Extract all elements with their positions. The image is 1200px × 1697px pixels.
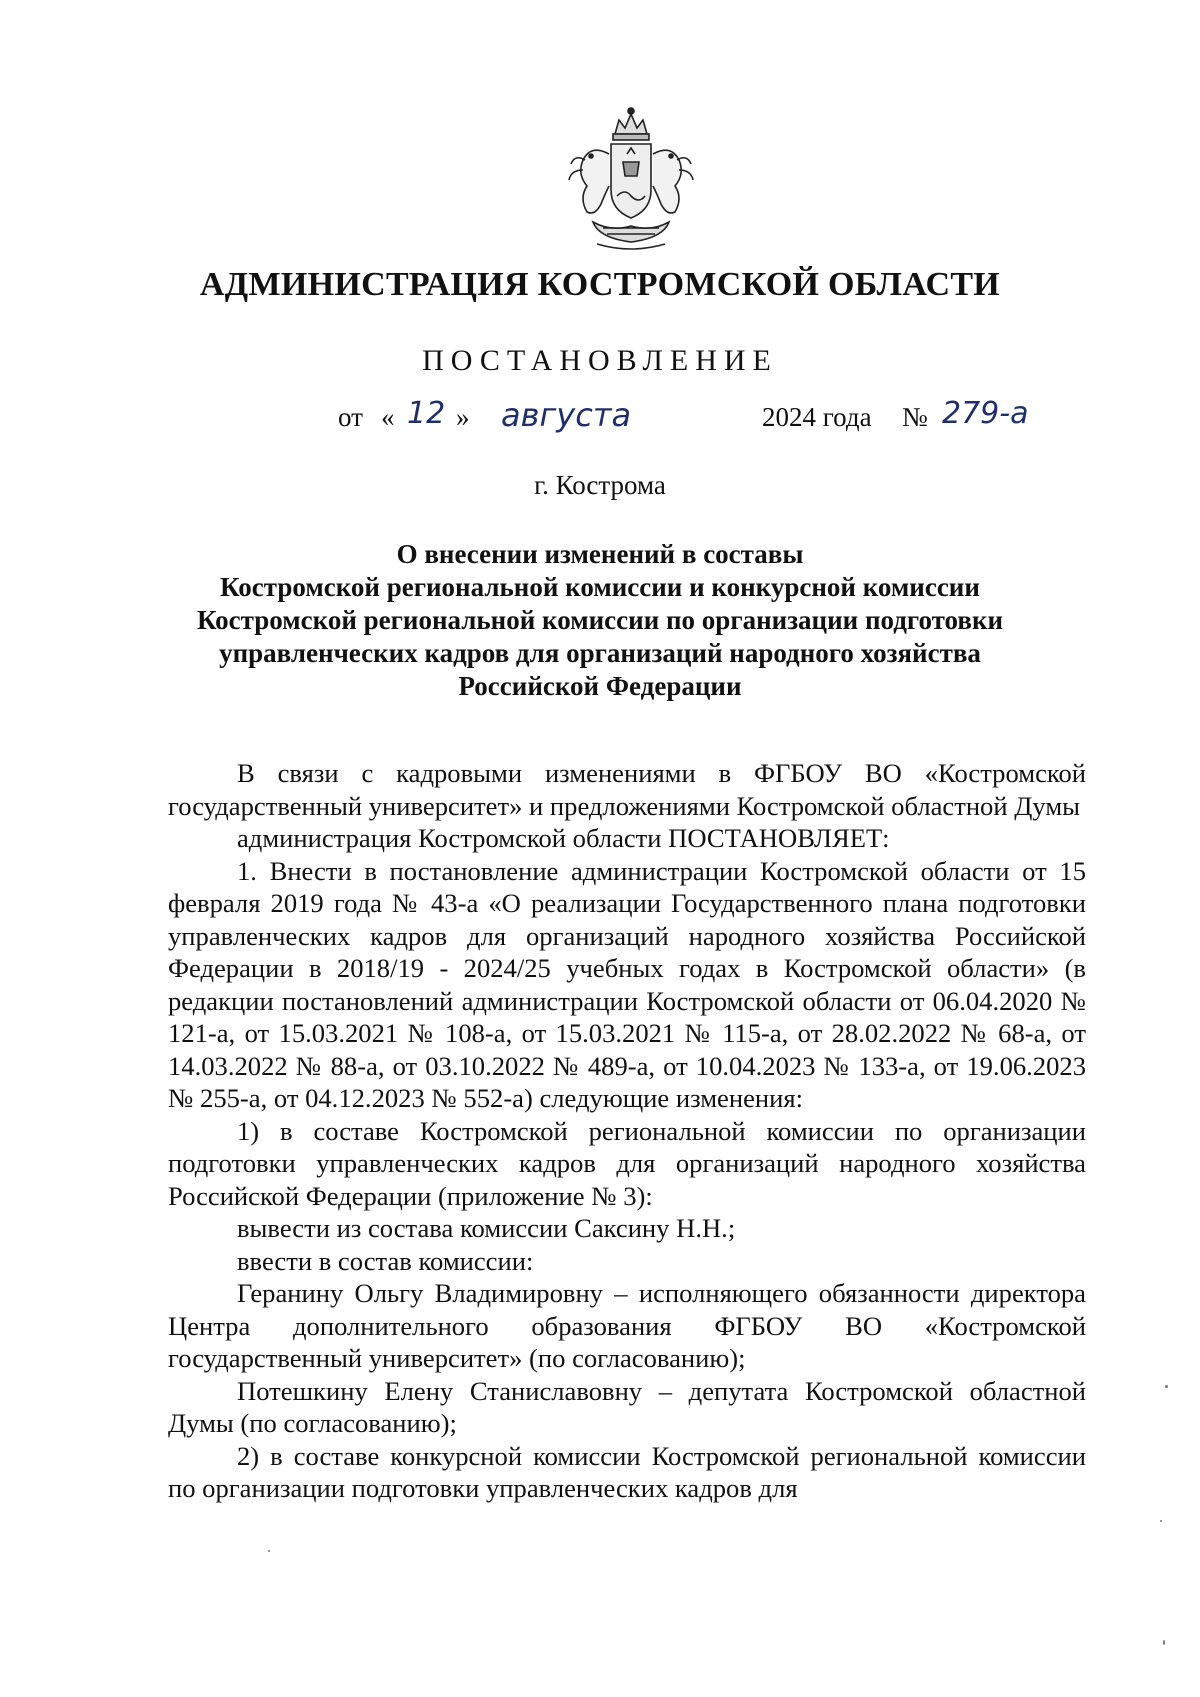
- scan-speck: [268, 1550, 270, 1552]
- document-number-handwritten: 279-а: [942, 396, 1029, 431]
- date-prefix: от: [338, 402, 363, 432]
- city-line: г. Кострома: [534, 470, 666, 500]
- scan-speck: [1165, 1385, 1168, 1388]
- date-year: 2024 года: [762, 402, 872, 432]
- body-paragraph: 1) в составе Костромской региональной комиссии по организации подготовки управленческих кадров для организаций народного хозяйства Российской Федерации (приложение № 3):: [168, 1115, 1086, 1211]
- title-line: Российской Федерации: [458, 671, 742, 701]
- body-paragraph: Геранину Ольгу Владимировну – исполняющего обязанности директора Центра дополнительного образования ФГБОУ ВО «Костромской государственный университет» (по согласованию);: [168, 1278, 1086, 1373]
- date-close-quote: »: [456, 402, 470, 432]
- document-type: ПОСТАНОВЛЕНИЕ: [422, 344, 778, 377]
- title-line: О внесении изменений в составы: [396, 539, 804, 569]
- title-line: Костромской региональной комиссии и конкурсной комиссии: [220, 572, 980, 602]
- document-title: [150, 538, 1050, 703]
- body-paragraph: В связи с кадровыми изменениями в ФГБОУ ВО «Костромской государственный университет» и предложениями Костромской областной Думы: [168, 758, 1086, 821]
- scan-speck: [1163, 1640, 1165, 1645]
- body-paragraph: Потешкину Елену Станиславовну – депутата Костромской областной Думы (по согласованию);: [168, 1375, 1086, 1438]
- document-body: [168, 757, 1086, 1505]
- title-line: Костромской региональной комиссии по организации подготовки: [196, 605, 1004, 635]
- title-line: управленческих кадров для организаций народного хозяйства: [219, 638, 981, 668]
- body-paragraph: ввести в состав комиссии:: [237, 1245, 534, 1276]
- date-open-quote: «: [381, 402, 395, 432]
- number-sign: №: [902, 402, 928, 432]
- scan-speck: [1160, 1520, 1162, 1522]
- coat-of-arms-icon: [553, 104, 710, 254]
- organization-name: АДМИНИСТРАЦИЯ КОСТРОМСКОЙ ОБЛАСТИ: [199, 266, 1001, 303]
- body-paragraph: администрация Костромской области ПОСТАНОВЛЯЕТ:: [237, 823, 890, 853]
- body-paragraph: вывести из состава комиссии Саксину Н.Н.;: [237, 1213, 736, 1243]
- body-paragraph: 2) в составе конкурсной комиссии Костромской региональной комиссии по организации подготовки управленческих кадров для: [168, 1440, 1086, 1503]
- body-paragraph: 1. Внести в постановление администрации Костромской области от 15 февраля 2019 года № 43-а «О реализации Государственного плана подготовки управленческих кадров для организаций народного хозяйства Российской Федерации в 2018/19 - 2024/25 учебных годах в Костромской области» (в редакции постановлений администрации Костромской области от 06.04.2020 № 121-а, от 15.03.2021 № 108-а, от 15.03.2021 № 115-а, от 28.02.2022 № 68-а, от 14.03.2022 № 88-а, от 03.10.2022 № 489-а, от 10.04.2023 № 133-а, от 19.06.2023 № 255-а, от 04.12.2023 № 552-а) следующие изменения:: [168, 855, 1086, 1113]
- date-month-handwritten: августа: [501, 396, 632, 434]
- date-day-handwritten: 12: [407, 396, 446, 431]
